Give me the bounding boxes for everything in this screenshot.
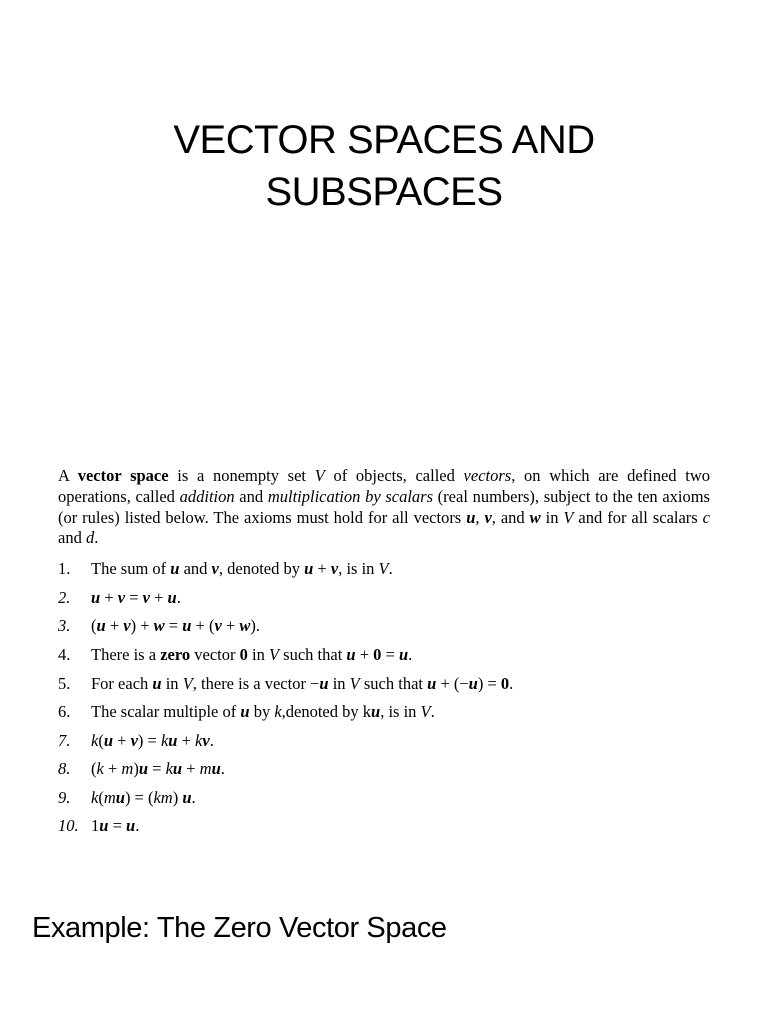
axiom-number: 10. (58, 816, 79, 835)
axiom-text: The scalar multiple of u by k,denoted by ku, is in V. (91, 702, 435, 721)
axiom-number: 9. (58, 788, 71, 807)
axiom-text: The sum of u and v, denoted by u + v, is in V. (91, 559, 393, 578)
vector-space-definition: A vector space is a nonempty set V of objects, called vectors, on which are defined two operations, called addition and multiplication by scalars (real numbers), subject to the ten axioms (or rules) listed below. The axioms must hold for all vectors u, v, and w in V and for all scalars c and d. (58, 466, 710, 548)
axiom-item (58, 730, 214, 752)
axiom-number: 8. (58, 759, 71, 778)
axiom-number: 3. (58, 616, 71, 635)
example-heading (32, 908, 447, 948)
axiom-text: u + v = v + u. (91, 588, 181, 607)
axiom-number: 5. (58, 674, 71, 693)
axiom-item (58, 701, 435, 723)
axiom-text: k(mu) = (km) u. (91, 788, 196, 807)
axiom-text: (k + m)u = ku + mu. (91, 759, 225, 778)
slide-title (0, 114, 768, 218)
axiom-text: k(u + v) = ku + kv. (91, 731, 214, 750)
axiom-text: 1u = u. (91, 816, 140, 835)
axiom-text: There is a zero vector 0 in V such that u + 0 = u. (91, 645, 413, 664)
title-line-2: SUBSPACES (265, 170, 503, 214)
axiom-text: For each u in V, there is a vector −u in V such that u + (−u) = 0. (91, 674, 514, 693)
axiom-item (58, 587, 181, 609)
axiom-item (58, 558, 393, 580)
axiom-item (58, 644, 412, 666)
axiom-item (58, 758, 225, 780)
title-line-1: VECTOR SPACES AND (173, 118, 595, 162)
axiom-number: 2. (58, 588, 71, 607)
axiom-item (58, 615, 260, 637)
axiom-number: 7. (58, 731, 71, 750)
axiom-number: 4. (58, 645, 71, 664)
axiom-number: 6. (58, 702, 71, 721)
axiom-text: (u + v) + w = u + (v + w). (91, 616, 260, 635)
axiom-item (58, 673, 513, 695)
axiom-item (58, 787, 196, 809)
example-label: Example: (32, 912, 157, 944)
example-topic: The Zero Vector Space (156, 912, 447, 944)
axiom-number: 1. (58, 559, 71, 578)
axiom-item (58, 815, 139, 837)
